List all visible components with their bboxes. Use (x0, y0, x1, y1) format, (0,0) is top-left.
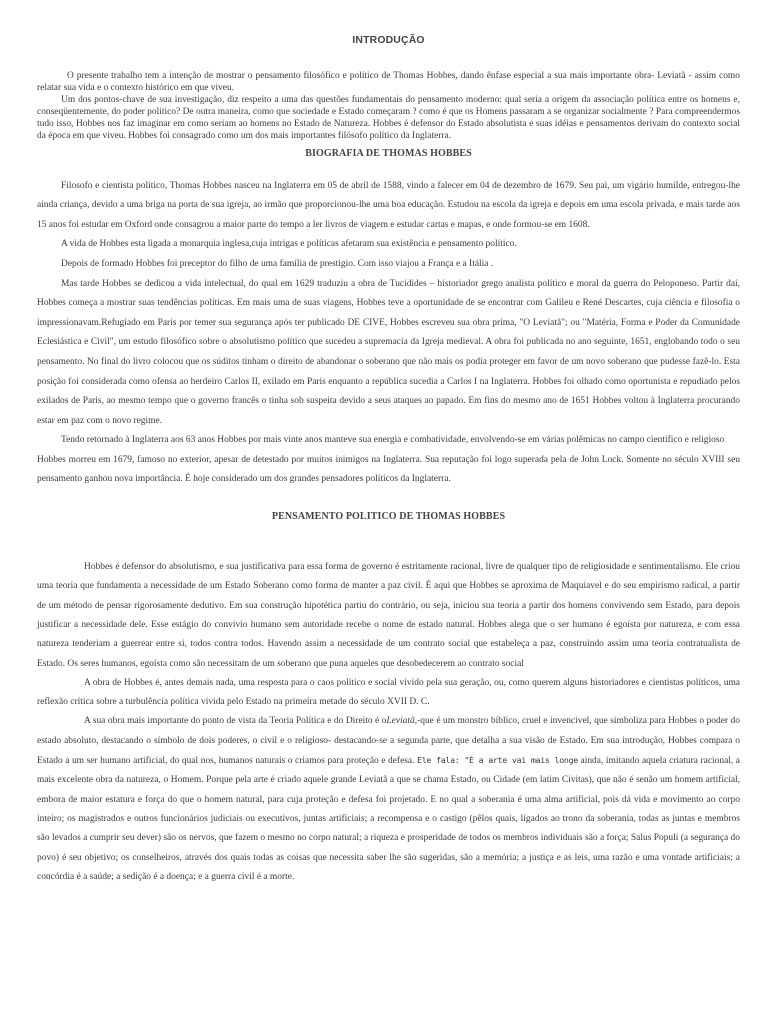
intro-heading: INTRODUÇÃO (352, 35, 425, 46)
politics-p3-after: ,-que é um monstro bíblico, cruel e invencível, que simboliza para Hobbes o poder do estado absoluto, destacando o símbolo de dois poderes, o civil e o religioso- destacando-se a segunda parte, que detalha a sua visão de Estado. Em sua introdução, Hobbes compara o Estado a um ser humano artificial, do qual nos, humanos naturais o criamos para proteção e defesa. (37, 716, 740, 767)
intro-section (37, 70, 740, 143)
intro-paragraph-1: O presente trabalho tem a intenção de mostrar o pensamento filosófico e político de Thomas Hobbes, dando ênfase especial a sua mais importante obra- Leviatã - assim como relatar sua vida e o contexto histórico em que viveu. (37, 71, 740, 94)
politics-paragraph-1: Hobbes é defensor do absolutismo, e sua justificativa para essa forma de governo é estritamente racional, livre de qualquer tipo de religiosidade e sentimentalismo. Ele criou uma teoria que fundamenta a necessidade de um Estado Soberano como forma de manter a paz civil. É aqui que Hobbes se aproxima de Maquiavel e do seu empirismo radical, a partir de um método de pensar rigorosamente dedutivo. Em sua construção hipotética partiu do contrário, ou seja, iniciou sua teoria a partir dos homens convivendo sem Estado, para depois justificar a necessidade dele. Esse estágio do convívio humano sem autoridade recebe o nome de estado natural. Hobbes alega que o ser humano é egoísta por natureza, e com essa natureza tenderiam a guerrear entre si, todos contra todos. Havendo assim a necessidade de um contrato social que estabeleça a paz, construindo assim uma teoria contratualista de Estado. Os seres humanos, egoísta como são necessitam de um soberano que puna aqueles que desobedecerem ao contrato social (37, 562, 740, 669)
bio-paragraph-1: Filosofo e cientista político, Thomas Hobbes nasceu na Inglaterra em 05 de abril de 1588, vindo a falecer em 04 de dezembro de 1679. Seu pai, um vigário humilde, entregou-lhe ainda criança, devido a uma briga na porta de sua igreja, ao irmão que proporcionou-lhe uma boa educação. Estudou na escola da igreja e depois em uma escola privada, e mais tarde aos 15 anos foi estudar em Oxford onde consagrou a maior parte do tempo a ler livros de viagem e estudar cartas e mapas, e onde formou-se em 1608. (37, 180, 740, 230)
bio-paragraph-6: Hobbes morreu em 1679, famoso no exterior, apesar de detestado por muitos inimigos na Inglaterra. Sua reputação foi logo superada pela de John Lock. Somente no século XVIII seu pensamento ganhou nova importância. É hoje considerado um dos grandes pensadores políticos da Inglaterra. (37, 454, 740, 485)
intro-paragraph-2: Um dos pontos-chave de sua investigação, diz respeito a uma das questões fundamentais do pensamento moderno: qual seria a origem da associação política entre os homens e, conseqüentemente, do poder político? De outra maneira, como que sociedade e Estado começaram ? como é que os Homens passaram a se organizar socialmente ? Para compreendermos tudo isso, Hobbes nos faz imaginar em como seriam ao homens no Estado de Natureza. Hobbes é defensor do Estado absolutista e suas idéias e pensamentos derivam do contexto social da época em que viveu. Hobbes foi consagrado como um dos mais importantes filósofo político da Inglaterra. (37, 95, 740, 142)
bio-paragraph-5: Tendo retornado à Inglaterra aos 63 anos Hobbes por mais vinte anos manteve sua energia e combatividade, envolvendo-se em várias polêmicas no campo científico e religioso (61, 435, 725, 446)
politics-paragraph-3 (37, 712, 740, 887)
bio-paragraph-2: A vida de Hobbes esta ligada a monarquia inglesa,cuja intrigas e políticas afetaram sua existência e pensamento político. (61, 239, 517, 250)
biography-heading: BIOGRAFIA DE THOMAS HOBBES (305, 147, 472, 159)
politics-heading: PENSAMENTO POLITICO DE THOMAS HOBBES (271, 511, 506, 523)
biography-section (37, 177, 740, 491)
politics-p3-rest: ainda, imitando aquela criatura racional, a mais excelente obra da natureza, o Homem. Porque pela arte é criado aquele grande Leviatã a que se chama Estado, ou Cidade (em latim Civitas), que não é senão um homem artificial, embora de maior estatura e força do que o homem natural, para cuja proteção e defesa foi projetado. E no qual a soberania é uma alma artificial, pois dá vida e movimento ao corpo inteiro; os magistrados e outros funcionários judiciais ou executivos, juntas artificiais; a recompensa e o castigo (pêlos quais, ligados ao trono da soberania, todas as juntas e membros são levados a cumprir seu dever) são os nervos, que fazem o mesmo no corpo natural; a riqueza e prosperidade de todos os membros individuais são a força; Salus Populi (a segurança do povo) é seu objetivo; os conselheiros, através dos quais todas as coisas que necessita saber lhe são sugeridas, são a memória; a justiça e as leis, uma razão e uma vontade artificiais; a concórdia é a saúde; a sedição é a doença; e a guerra civil é a morte. (37, 756, 740, 882)
politics-p3-before: A sua obra mais importante do ponto de vista da Teoria Política e do Direito é o (84, 716, 387, 727)
politics-paragraph-2: A obra de Hobbes é, antes demais nada, uma resposta para o caos político e social vivido pela sua geração, ou, como querem alguns historiadores e cientistas políticos, uma reflexão crítica sobre a turbulência política vivida pelo Estado na primeira metade do século XVII D. C. (37, 677, 740, 708)
bio-paragraph-4: Mas tarde Hobbes se dedicou a vida intelectual, do qual em 1629 traduziu a obra de Tucídides – historiador grego analista político e moral da guerra do Peloponeso. Partir daí, Hobbes começa a mostrar suas tendências políticas. Em mais uma de suas viagens, Hobbes teve a oportunidade de se encontrar com Galileu e René Descartes, cuja ciência e filosofia o impressionavam.Refugiado em Paris por temer sua segurança após ter publicado DE CIVE, Hobbes escreveu sua obra prima, "O Leviatã"; ou "Matéria, Forma e Poder da Comunidade Eclesiástica e Civil", um estudo filosófico sobre o absolutismo político que sucedeu a supremacia da Igreja medieval. A obra foi publicada no ano seguinte, 1651, englobando todo o seu pensamento. No final do livro colocou que os súditos tinham o direito de abandonar o soberano que não mais os podia proteger em favor de um novo soberano que pudesse fazê-lo. Esta posição foi considerada como ofensa ao herdeiro Carlos II, exilado em Paris enquanto a república sucedia a Carlos I na Inglaterra. Hobbes foi olhado como oportunista e repudiado pelos exilados de Paris, ao mesmo tempo que o governo francês o tinha sob suspeita devido a seus ataques ao papado. Em fins do mesmo ano de 1651 Hobbes voltou à Inglaterra procurando estar em paz com o novo regime. (37, 278, 740, 426)
politics-section (37, 558, 740, 887)
bio-paragraph-3: Depois de formado Hobbes foi preceptor do filho de uma família de prestigio. Com isso viajou a França e a Itália . (61, 258, 494, 269)
leviatan-title: Leviatã (386, 716, 415, 727)
quote-intro: Ele fala: "É a arte vai mais longe (417, 755, 578, 766)
